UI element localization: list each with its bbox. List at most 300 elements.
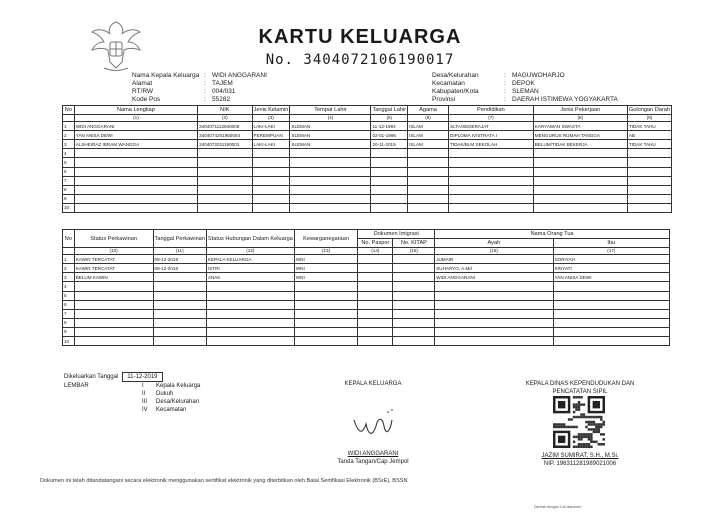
- colon: :: [504, 72, 506, 79]
- table-cell: [371, 203, 408, 212]
- table-cell: [74, 291, 153, 300]
- table-cell: [74, 337, 153, 346]
- header_right-row: [432, 80, 618, 88]
- header_right-row: [432, 88, 618, 96]
- table-cell: [294, 337, 357, 346]
- table-cell: [252, 176, 290, 185]
- table-cell: [533, 158, 627, 167]
- column-number: (4): [290, 115, 371, 122]
- table-cell: [294, 300, 357, 309]
- table-cell: [358, 273, 393, 282]
- table-cell: [74, 309, 153, 318]
- table-cell: 11-12-1994: [371, 122, 408, 131]
- table-cell: [371, 158, 408, 167]
- table-cell: [408, 194, 449, 203]
- header_left-label: RT/RW: [132, 88, 154, 95]
- column-number: (6): [408, 115, 449, 122]
- table-cell: [294, 291, 357, 300]
- table-cell: LAKI-LAKI: [252, 122, 290, 131]
- family-members-table: [62, 105, 672, 213]
- table-cell: [74, 176, 197, 185]
- table-cell: [449, 176, 534, 185]
- table-cell: [358, 327, 393, 336]
- table-cell: [435, 282, 553, 291]
- table-cell: [627, 167, 671, 176]
- col-status-perkawinan: Status Perkawinan: [74, 230, 153, 248]
- table-cell: [252, 158, 290, 167]
- table-cell: [435, 291, 553, 300]
- table-cell: [627, 203, 671, 212]
- small-print: Dicetak dengan Cat dokumen: [534, 505, 582, 509]
- header_right-label: Provinsi: [432, 96, 456, 103]
- table-cell: 2: [63, 131, 75, 140]
- table-cell: 6: [63, 167, 75, 176]
- table1-header-cell: Golongan Darah: [628, 107, 670, 114]
- table-row: [63, 167, 672, 176]
- table-cell: [408, 149, 449, 158]
- table-cell: MENGURUS RUMAH TANGGA: [533, 131, 627, 140]
- table-cell: [198, 167, 252, 176]
- marital-parents-table: [62, 229, 670, 346]
- lembar-text: Kecamatan: [156, 407, 187, 413]
- table-cell: [449, 203, 534, 212]
- table-cell: [358, 318, 393, 327]
- header_right-row: [432, 72, 618, 80]
- table-cell: [358, 282, 393, 291]
- table-cell: [408, 158, 449, 167]
- table-cell: [533, 203, 627, 212]
- table-cell: ALSHEIRAZ IBRAM WANGGA: [74, 140, 197, 149]
- table-cell: [206, 291, 294, 300]
- table-row: [63, 291, 670, 300]
- table-row: [63, 255, 670, 264]
- dinas-name: JAZIM SUMIRAT, S.H., M.Si.: [541, 453, 619, 459]
- table-cell: 3: [63, 140, 75, 149]
- table-cell: YAN ANISA DEWI: [553, 273, 669, 282]
- header_left-row: [132, 88, 267, 96]
- header_right-row: [432, 96, 618, 104]
- table-cell: [553, 318, 669, 327]
- table-cell: [627, 176, 671, 185]
- table-cell: 20-11-2019: [371, 140, 408, 149]
- table-cell: [294, 282, 357, 291]
- table-cell: [371, 176, 408, 185]
- kepala-keluarga-name-block: [318, 450, 428, 466]
- table-cell: PEREMPUAN: [252, 131, 290, 140]
- table-cell: 08-12-2018: [153, 264, 206, 273]
- table-row: [63, 282, 670, 291]
- column-number: (7): [449, 115, 534, 122]
- table-cell: [393, 273, 435, 282]
- table-cell: 02-01-1995: [371, 131, 408, 140]
- table-cell: [553, 309, 669, 318]
- col-ayah: Ayah: [435, 239, 553, 248]
- table-cell: 5: [63, 291, 75, 300]
- lembar-list: [142, 382, 200, 414]
- table-cell: [393, 264, 435, 273]
- dinas-signatory: [510, 452, 650, 468]
- table-cell: WNI: [294, 255, 357, 264]
- table-cell: [435, 309, 553, 318]
- table-cell: KAWIN TERCATAT: [74, 255, 153, 264]
- colon: :: [504, 80, 506, 87]
- table-row: [63, 194, 672, 203]
- table-cell: [408, 176, 449, 185]
- table-cell: WIDI ANGGARANI: [74, 122, 197, 131]
- table1-header-cell: NIK: [198, 106, 252, 115]
- table-cell: [290, 176, 371, 185]
- table-cell: 3404071112940008: [198, 122, 252, 131]
- table-cell: TIDAK TAHU: [627, 140, 671, 149]
- family-card-number: No. 3404072106190017: [265, 52, 455, 68]
- table-row: [63, 185, 672, 194]
- table-cell: AB: [627, 131, 671, 140]
- electronic-signature-note: Dokumen ini telah ditandatangani secara elektronik menggunakan sertifikat elektronik yang diterbitkan oleh Balai Sertifikasi Elektronik (BSrE), BSSN: [40, 478, 408, 484]
- issued-date: 11-12-2019: [122, 372, 162, 382]
- table-cell: [290, 194, 371, 203]
- table-cell: [358, 291, 393, 300]
- column-number: (2): [198, 115, 252, 122]
- table-cell: [198, 176, 252, 185]
- column-number: (17): [553, 248, 669, 255]
- table-cell: [74, 158, 197, 167]
- column-number: (8): [533, 115, 627, 122]
- table-cell: [358, 300, 393, 309]
- table-cell: [358, 309, 393, 318]
- table-cell: SORIYAH: [553, 255, 669, 264]
- column-number: [63, 248, 75, 255]
- header_left-value: WIDI ANGGARANI: [212, 72, 267, 79]
- table-cell: BELUM KAWIN: [74, 273, 153, 282]
- dinas-nip: NIP. 196311281989021006: [543, 461, 617, 467]
- signature-caption: Tanda Tangan/Cap Jempol: [337, 459, 409, 465]
- header-row: [63, 106, 672, 115]
- table-cell: SLTA/SEDERAJAT: [449, 122, 534, 131]
- table-cell: [74, 300, 153, 309]
- table-cell: [206, 327, 294, 336]
- table-cell: [290, 167, 371, 176]
- header_left-label: Nama Kepala Keluarga: [132, 72, 200, 79]
- table-cell: 6: [63, 300, 75, 309]
- colon: :: [504, 88, 506, 95]
- col-no: No: [63, 230, 75, 248]
- table-cell: KARYAWAN SWASTA: [533, 122, 627, 131]
- table-cell: [358, 264, 393, 273]
- signature-icon: [348, 406, 408, 446]
- table-cell: [393, 309, 435, 318]
- table-cell: 4: [63, 282, 75, 291]
- table-cell: KEPALA KELUARGA: [206, 255, 294, 264]
- table-row: [63, 140, 672, 149]
- table-cell: JUMAIR: [435, 255, 553, 264]
- table-cell: [393, 337, 435, 346]
- table-cell: SLEMAN: [290, 122, 371, 131]
- col-no-kitap: No. KITAP: [393, 239, 435, 248]
- table-cell: [435, 318, 553, 327]
- table-row: [63, 309, 670, 318]
- column-number: (5): [371, 115, 408, 122]
- header-right: [432, 72, 618, 104]
- header_right-label: Desa/Kelurahan: [432, 72, 479, 79]
- header_left-row: [132, 96, 267, 104]
- col-tanggal-perkawinan: Tanggal Perkawinan: [153, 230, 206, 248]
- table-cell: SUHARYO, A.Md: [435, 264, 553, 273]
- kepala-keluarga-name: WIDI ANGGARANI: [347, 451, 399, 457]
- table-cell: [74, 149, 197, 158]
- table-cell: 9: [63, 194, 75, 203]
- table-cell: [294, 327, 357, 336]
- table-cell: [435, 327, 553, 336]
- col-ibu: Ibu: [553, 239, 669, 248]
- table-cell: [358, 255, 393, 264]
- table-cell: [252, 185, 290, 194]
- table-cell: [449, 149, 534, 158]
- table-cell: 1: [63, 255, 75, 264]
- table-cell: [74, 167, 197, 176]
- table-cell: [533, 176, 627, 185]
- table-cell: 8: [63, 185, 75, 194]
- column-number: (9): [627, 115, 671, 122]
- table-cell: [153, 327, 206, 336]
- column-number: (1): [74, 115, 197, 122]
- table-cell: [371, 167, 408, 176]
- table-cell: [627, 194, 671, 203]
- table-cell: [533, 167, 627, 176]
- lembar-item: [142, 406, 200, 414]
- table-cell: 2: [63, 264, 75, 273]
- header_right-value: MAGUWOHARJO: [512, 72, 565, 79]
- lembar-label: LEMBAR: [64, 383, 89, 389]
- table-cell: ISLAM: [408, 140, 449, 149]
- table-cell: 7: [63, 309, 75, 318]
- table-cell: 4: [63, 149, 75, 158]
- lembar-roman: IV: [142, 407, 148, 413]
- table-cell: [533, 185, 627, 194]
- table-cell: [74, 327, 153, 336]
- table-cell: 3404074201950004: [198, 131, 252, 140]
- table-cell: [153, 300, 206, 309]
- column-number: (12): [206, 248, 294, 255]
- colon: :: [504, 96, 506, 103]
- table-cell: [393, 300, 435, 309]
- lembar-item: [142, 390, 200, 398]
- table-cell: [533, 149, 627, 158]
- table-cell: [553, 327, 669, 336]
- qr-code-icon: [553, 396, 605, 448]
- lembar-text: Kepala Keluarga: [156, 383, 201, 389]
- table-cell: [153, 291, 206, 300]
- table-row: [63, 273, 670, 282]
- table-row: [63, 176, 672, 185]
- table-cell: [153, 309, 206, 318]
- table-cell: WIDI ANGGARANI: [435, 273, 553, 282]
- table-cell: [393, 318, 435, 327]
- col-kewarganegaraan: Kewarganegaraan: [294, 230, 357, 248]
- table-cell: [449, 158, 534, 167]
- table-cell: [74, 203, 197, 212]
- table-cell: [393, 282, 435, 291]
- document-title: KARTU KELUARGA: [258, 26, 462, 48]
- table-cell: [435, 300, 553, 309]
- table-cell: [408, 185, 449, 194]
- header_left-value: 55282: [212, 96, 231, 103]
- column-number: (13): [294, 248, 357, 255]
- lembar-roman: II: [142, 391, 146, 397]
- dinas-label-2: PENCATATAN SIPIL: [552, 389, 608, 395]
- table1-header-cell: Tanggal Lahir: [372, 107, 407, 114]
- table-cell: [290, 158, 371, 167]
- column-number: (14): [358, 248, 393, 255]
- table-cell: [198, 149, 252, 158]
- table1-header-cell: Pendidikan: [449, 106, 534, 115]
- table-cell: TIDAK TAHU: [627, 122, 671, 131]
- table-cell: [294, 318, 357, 327]
- table-cell: SLEMAN: [290, 140, 371, 149]
- table-cell: [198, 194, 252, 203]
- table-row: [63, 149, 672, 158]
- table-cell: [252, 167, 290, 176]
- table-cell: [198, 203, 252, 212]
- table-cell: [206, 318, 294, 327]
- table-cell: [393, 327, 435, 336]
- table1-header-cell: No: [63, 106, 75, 115]
- table-cell: 3: [63, 273, 75, 282]
- colon: :: [204, 72, 206, 79]
- kepala-keluarga-signature-block: [318, 380, 428, 388]
- table-cell: [206, 282, 294, 291]
- table-cell: [252, 149, 290, 158]
- table-cell: TIDAK/BLM SEKOLAH: [449, 140, 534, 149]
- table-row: [63, 327, 670, 336]
- column-number-row: [63, 115, 672, 122]
- table-row: [63, 131, 672, 140]
- column-number: (3): [252, 115, 290, 122]
- header_left-value: 004/031: [212, 88, 236, 95]
- table-cell: 08-12-2018: [153, 255, 206, 264]
- table1-header-cell: Tempat Lahir: [290, 106, 371, 115]
- table-cell: WNI: [294, 273, 357, 282]
- table-row: [63, 203, 672, 212]
- header_left-label: Kode Pos: [132, 96, 161, 103]
- table1-header-cell: Agama: [408, 106, 449, 115]
- table-cell: [533, 194, 627, 203]
- table-cell: [449, 185, 534, 194]
- table-cell: [206, 309, 294, 318]
- table-cell: [358, 337, 393, 346]
- lembar-item: [142, 398, 200, 406]
- colon: :: [204, 96, 206, 103]
- table-cell: [74, 318, 153, 327]
- table1-header-cell: Jenis Pekerjaan: [533, 106, 627, 115]
- column-number: (15): [393, 248, 435, 255]
- lembar-text: Desa/Kelurahan: [156, 399, 200, 405]
- column-number: (11): [153, 248, 206, 255]
- kepala-keluarga-label: KEPALA KELUARGA: [344, 381, 402, 387]
- table-cell: [153, 318, 206, 327]
- header_right-value: SLEMAN: [512, 88, 539, 95]
- table-cell: BELUM/TIDAK BEKERJA: [533, 140, 627, 149]
- table-cell: [290, 185, 371, 194]
- table-cell: [553, 337, 669, 346]
- header_right-label: Kecamatan: [432, 80, 465, 87]
- lembar-roman: I: [142, 383, 144, 389]
- header_right-value: DAERAH ISTIMEWA YOGYAKARTA: [512, 96, 618, 103]
- table-cell: [153, 337, 206, 346]
- col-dokumen-imigrasi: Dokumen Imigrasi: [358, 230, 435, 239]
- table-cell: KRIYATI: [553, 264, 669, 273]
- col-nama-orang-tua: Nama Orang Tua: [435, 230, 670, 239]
- table-cell: [371, 149, 408, 158]
- table-cell: 10: [63, 203, 75, 212]
- table-cell: [252, 203, 290, 212]
- table-cell: [408, 167, 449, 176]
- table-cell: [435, 337, 553, 346]
- lembar-roman: III: [142, 399, 148, 405]
- col-status-hubungan: Status Hubungan Dalam Keluarga: [206, 230, 294, 248]
- table-cell: [449, 194, 534, 203]
- table-cell: [371, 194, 408, 203]
- colon: :: [204, 88, 206, 95]
- lembar-item: [142, 382, 200, 390]
- header_right-label: Kabupaten/Kota: [432, 88, 479, 95]
- header-left: [132, 72, 267, 104]
- header_left-row: [132, 72, 267, 80]
- table-cell: [74, 185, 197, 194]
- table-cell: 1: [63, 122, 75, 131]
- table-cell: SLEMAN: [290, 131, 371, 140]
- column-number: [63, 115, 75, 122]
- table-cell: [553, 291, 669, 300]
- column-number: (10): [74, 248, 153, 255]
- dinas-label-1: KEPALA DINAS KEPENDUDUKAN DAN: [525, 381, 635, 387]
- table-cell: [553, 300, 669, 309]
- table-cell: 7: [63, 176, 75, 185]
- table-cell: [294, 309, 357, 318]
- table-cell: 5: [63, 158, 75, 167]
- issue-info: [64, 372, 200, 414]
- table-row: [63, 122, 672, 131]
- table-cell: [627, 158, 671, 167]
- table-cell: ISLAM: [408, 131, 449, 140]
- table-row: [63, 337, 670, 346]
- table-row: [63, 318, 670, 327]
- table-row: [63, 300, 670, 309]
- table-cell: [252, 194, 290, 203]
- table-cell: [627, 149, 671, 158]
- table-cell: ISLAM: [408, 122, 449, 131]
- table-cell: [290, 149, 371, 158]
- header_left-row: [132, 80, 267, 88]
- table-cell: ANAK: [206, 273, 294, 282]
- table1-header-cell: Jenis Kelamin: [253, 107, 289, 114]
- header_left-label: Alamat: [132, 80, 153, 87]
- table-cell: [371, 185, 408, 194]
- table-cell: [153, 273, 206, 282]
- table-cell: 3404072011190001: [198, 140, 252, 149]
- table-cell: [206, 300, 294, 309]
- table-cell: [627, 185, 671, 194]
- header_left-value: TAJEM: [212, 80, 233, 87]
- table1-header-cell: Nama Lengkap: [74, 106, 197, 115]
- dinas-block: [510, 380, 650, 396]
- table-cell: [206, 337, 294, 346]
- table-cell: [290, 203, 371, 212]
- table-cell: WNI: [294, 264, 357, 273]
- lembar-text: Dukuh: [156, 391, 174, 397]
- table-cell: LAKI-LAKI: [252, 140, 290, 149]
- table-cell: [74, 282, 153, 291]
- table-cell: DIPLOMA IV/STRATA I: [449, 131, 534, 140]
